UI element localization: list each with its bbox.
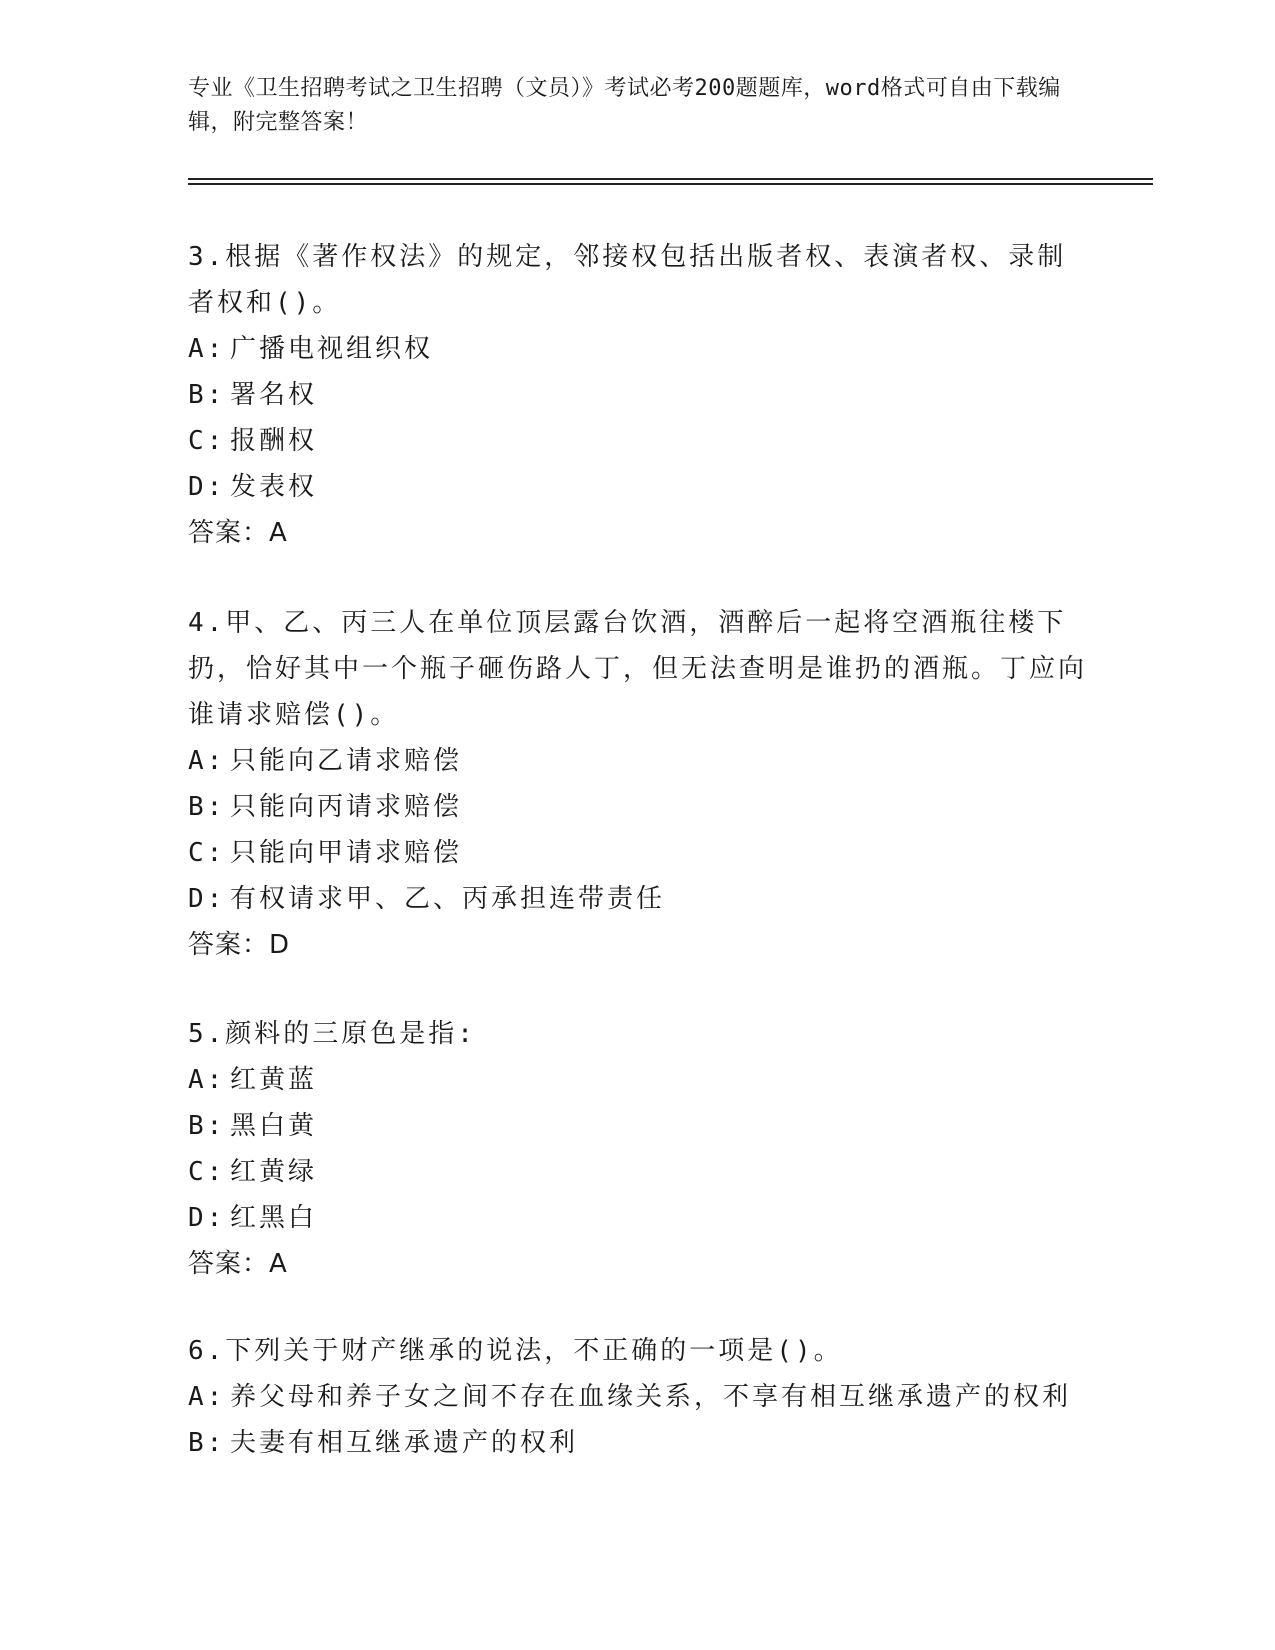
option-c — [188, 418, 1088, 464]
option-a — [188, 326, 1088, 372]
option-text: 红黑白 — [230, 1203, 318, 1233]
option-label: D: — [188, 1203, 226, 1233]
question-5 — [188, 1011, 1088, 1287]
option-text: 只能向丙请求赔偿 — [230, 792, 463, 822]
option-a — [188, 1057, 1088, 1103]
option-text: 署名权 — [230, 380, 318, 410]
option-label: C: — [188, 1157, 226, 1187]
option-text: 广播电视组织权 — [230, 334, 434, 364]
option-d — [188, 876, 1088, 922]
option-d — [188, 1195, 1088, 1241]
option-label: A: — [188, 1065, 226, 1095]
option-text: 只能向甲请求赔偿 — [230, 838, 463, 868]
option-b — [188, 1420, 1088, 1466]
option-label: C: — [188, 426, 226, 456]
option-d — [188, 464, 1088, 510]
option-label: B: — [188, 792, 226, 822]
option-text: 红黄蓝 — [230, 1065, 318, 1095]
question-4 — [188, 600, 1088, 968]
document-intro: 专业《卫生招聘考试之卫生招聘（文员）》考试必考200题题库，word格式可自由下载编辑，附完整答案！ — [188, 76, 1061, 135]
answer-line: 答案：D — [188, 930, 291, 960]
option-text: 养父母和养子女之间不存在血缘关系，不享有相互继承遗产的权利 — [230, 1382, 1072, 1412]
option-label: B: — [188, 1428, 226, 1458]
option-b — [188, 784, 1088, 830]
option-label: B: — [188, 380, 226, 410]
option-text: 报酬权 — [230, 426, 318, 456]
option-a — [188, 738, 1088, 784]
option-label: D: — [188, 884, 226, 914]
option-text: 发表权 — [230, 472, 318, 502]
option-label: A: — [188, 1382, 226, 1412]
option-text: 红黄绿 — [230, 1157, 318, 1187]
question-stem: 3.根据《著作权法》的规定，邻接权包括出版者权、表演者权、录制者权和()。 — [188, 242, 1067, 318]
question-stem: 6.下列关于财产继承的说法，不正确的一项是()。 — [188, 1336, 843, 1366]
option-label: A: — [188, 746, 226, 776]
option-label: A: — [188, 334, 226, 364]
header-divider-bottom — [188, 183, 1153, 185]
answer-line: 答案：A — [188, 518, 288, 548]
option-text: 黑白黄 — [230, 1111, 318, 1141]
option-label: B: — [188, 1111, 226, 1141]
option-c — [188, 1149, 1088, 1195]
option-text: 夫妻有相互继承遗产的权利 — [230, 1428, 579, 1458]
option-b — [188, 372, 1088, 418]
option-text: 只能向乙请求赔偿 — [230, 746, 463, 776]
answer-line: 答案：A — [188, 1249, 288, 1279]
question-3 — [188, 234, 1088, 556]
option-label: C: — [188, 838, 226, 868]
question-6 — [188, 1328, 1088, 1466]
option-c — [188, 830, 1088, 876]
option-b — [188, 1103, 1088, 1149]
option-text: 有权请求甲、乙、丙承担连带责任 — [230, 884, 666, 914]
option-a — [188, 1374, 1088, 1420]
question-stem: 5.颜料的三原色是指: — [188, 1019, 476, 1049]
option-label: D: — [188, 472, 226, 502]
header-divider-top — [188, 178, 1153, 180]
question-stem: 4.甲、乙、丙三人在单位顶层露台饮酒，酒醉后一起将空酒瓶往楼下扔，恰好其中一个瓶子砸伤路人丁，但无法查明是谁扔的酒瓶。丁应向谁请求赔偿()。 — [188, 608, 1088, 730]
